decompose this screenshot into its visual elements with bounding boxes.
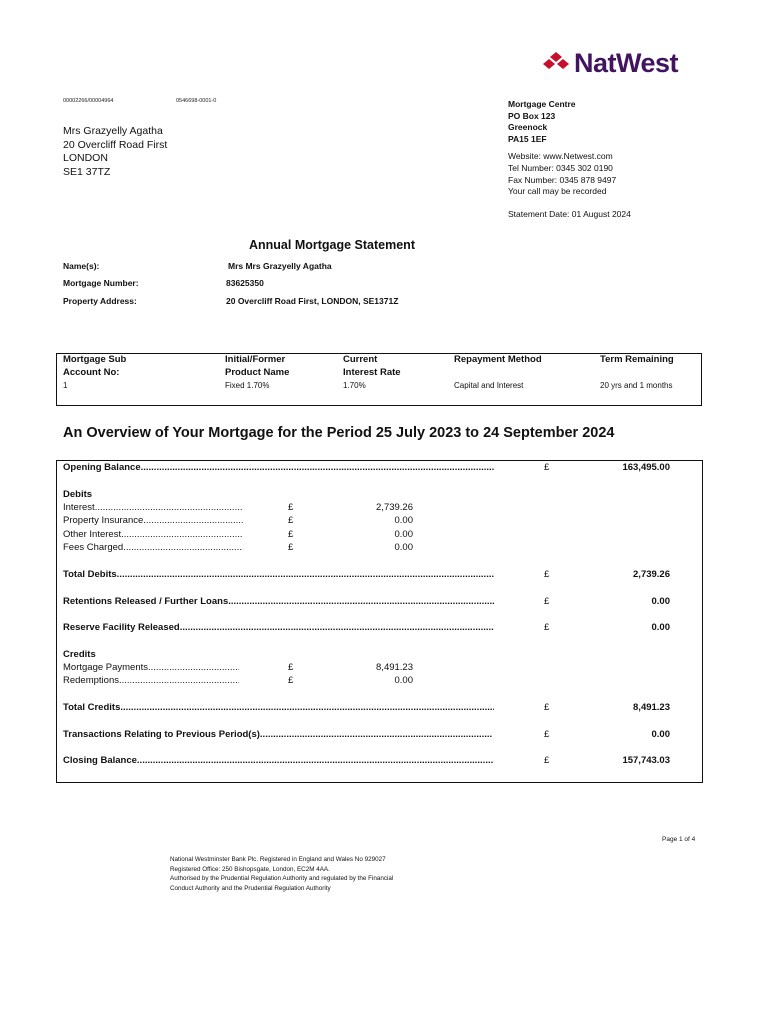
header-line: Product Name <box>225 366 290 378</box>
info-label-mortgage-number: Mortgage Number: <box>63 278 139 288</box>
opening-balance-label <box>63 462 494 473</box>
footer-line: National Westminster Bank Plc. Registered in England and Wales No 929027 <box>170 856 386 863</box>
recipient-line: LONDON <box>63 152 108 165</box>
currency-symbol: £ <box>288 515 294 526</box>
label-text: Property Insurance <box>63 515 144 526</box>
opening-balance-value: 163,495.00 <box>622 462 670 473</box>
centre-fax: Fax Number: 0345 878 9497 <box>508 174 617 185</box>
currency-symbol: £ <box>288 502 294 513</box>
currency-symbol: £ <box>288 542 294 553</box>
debit-value-other-interest: 0.00 <box>394 529 413 540</box>
header-line: Account No: <box>63 366 120 378</box>
document-title: Annual Mortgage Statement <box>249 238 415 252</box>
debit-label-fees-charged <box>63 542 243 553</box>
cell-repayment-method: Capital and Interest <box>454 381 524 390</box>
currency-symbol: £ <box>544 729 550 740</box>
overview-title: An Overview of Your Mortgage for the Period 25 July 2023 to 24 September 2024 <box>63 425 615 441</box>
retentions-value: 0.00 <box>651 596 670 607</box>
total-debits-label <box>63 569 494 580</box>
label-text: Retentions Released / Further Loans <box>63 596 229 607</box>
header-line: Initial/Former <box>225 354 286 365</box>
closing-balance-value: 157,743.03 <box>622 755 670 766</box>
reserve-facility-value: 0.00 <box>651 622 670 633</box>
footer-line: Registered Office: 250 Bishopsgate, London, EC2M 4AA. <box>170 865 330 873</box>
cell-interest-rate: 1.70% <box>343 381 366 390</box>
centre-recorded: Your call may be recorded <box>508 186 607 197</box>
previous-periods-value: 0.00 <box>651 729 670 740</box>
credits-heading: Credits <box>63 649 96 660</box>
recipient-line: SE1 37TZ <box>63 165 111 178</box>
debit-value-fees-charged: 0.00 <box>394 542 413 553</box>
footer-line: Conduct Authority and the Prudential Regulation Authority <box>170 884 331 892</box>
header-sub-account <box>63 354 126 379</box>
reference-number-right: 0546698-0001-0 <box>176 98 217 104</box>
info-label-names: Name(s): <box>63 261 100 271</box>
currency-symbol: £ <box>544 569 550 580</box>
label-text: Redemptions <box>63 675 119 686</box>
header-interest-rate <box>343 354 401 379</box>
total-credits-value: 8,491.23 <box>633 702 670 713</box>
currency-symbol: £ <box>544 596 550 607</box>
info-value-names: Mrs Mrs Grazyelly Agatha <box>228 261 332 271</box>
reference-number-left: 00002266/00004964 <box>63 98 114 104</box>
currency-symbol: £ <box>544 462 550 473</box>
recipient-line: 20 Overcliff Road First <box>63 138 168 151</box>
header-product-name <box>225 354 289 379</box>
recipient-line: Mrs Grazyelly Agatha <box>63 125 163 137</box>
statement-date: Statement Date: 01 August 2024 <box>508 208 631 219</box>
label-text: Total Credits <box>63 702 121 713</box>
cell-term-remaining: 20 yrs and 1 months <box>600 381 673 390</box>
debits-heading: Debits <box>63 489 93 500</box>
natwest-cubes-icon <box>542 51 570 77</box>
previous-periods-label <box>63 729 492 740</box>
header-line: Interest Rate <box>343 366 401 378</box>
currency-symbol: £ <box>288 529 294 540</box>
logo-text: NatWest <box>574 48 679 78</box>
currency-symbol: £ <box>288 675 294 686</box>
reserve-facility-label <box>63 622 494 633</box>
centre-line: PO Box 123 <box>508 110 556 121</box>
credit-label-redemptions <box>63 675 239 686</box>
header-repayment-method: Repayment Method <box>454 354 542 365</box>
credit-value-redemptions: 0.00 <box>394 675 413 686</box>
closing-balance-label <box>63 755 494 766</box>
debit-label-other-interest <box>63 529 243 540</box>
cell-product-name: Fixed 1.70% <box>225 381 270 390</box>
centre-website: Website: www.Netwest.com <box>508 151 613 162</box>
footer-line: Authorised by the Prudential Regulation Authority and regulated by the Financial <box>170 875 394 882</box>
cell-sub-account: 1 <box>63 381 68 390</box>
label-text: Total Debits <box>63 569 117 580</box>
centre-line: Mortgage Centre <box>508 99 576 109</box>
label-text: Fees Charged <box>63 542 124 553</box>
label-text: Other Interest <box>63 529 122 540</box>
total-debits-value: 2,739.26 <box>633 569 670 580</box>
label-text: Opening Balance <box>63 462 141 473</box>
label-text: Reserve Facility Released <box>63 622 180 633</box>
header-line: Mortgage Sub <box>63 354 127 365</box>
natwest-logo <box>542 48 678 79</box>
label-text: Interest <box>63 502 95 513</box>
centre-line: PA15 1EF <box>508 133 547 144</box>
header-term-remaining: Term Remaining <box>600 354 674 365</box>
header-line: Current <box>343 354 378 365</box>
debit-label-interest <box>63 502 243 513</box>
currency-symbol: £ <box>544 622 550 633</box>
page-number: Page 1 of 4 <box>662 836 696 843</box>
label-text: Mortgage Payments <box>63 662 149 673</box>
label-text: Transactions Relating to Previous Period(s) <box>63 729 260 740</box>
debit-value-interest: 2,739.26 <box>376 502 413 513</box>
label-text: Closing Balance <box>63 755 137 766</box>
info-label-property-address: Property Address: <box>63 296 137 306</box>
debit-value-property-insurance: 0.00 <box>394 515 413 526</box>
credit-label-mortgage-payments <box>63 662 239 673</box>
centre-line: Greenock <box>508 122 548 133</box>
recipient-address <box>63 125 167 179</box>
currency-symbol: £ <box>544 755 550 766</box>
centre-tel: Tel Number: 0345 302 0190 <box>508 162 613 173</box>
info-value-property-address: 20 Overcliff Road First, LONDON, SE1371Z <box>226 296 399 306</box>
currency-symbol: £ <box>544 702 550 713</box>
currency-symbol: £ <box>288 662 294 673</box>
retentions-label <box>63 596 494 607</box>
mortgage-centre-block <box>508 99 631 220</box>
info-value-mortgage-number: 83625350 <box>226 278 264 288</box>
credit-value-mortgage-payments: 8,491.23 <box>376 662 413 673</box>
total-credits-label <box>63 702 494 713</box>
legal-footer <box>170 855 393 893</box>
debit-label-property-insurance <box>63 515 243 526</box>
